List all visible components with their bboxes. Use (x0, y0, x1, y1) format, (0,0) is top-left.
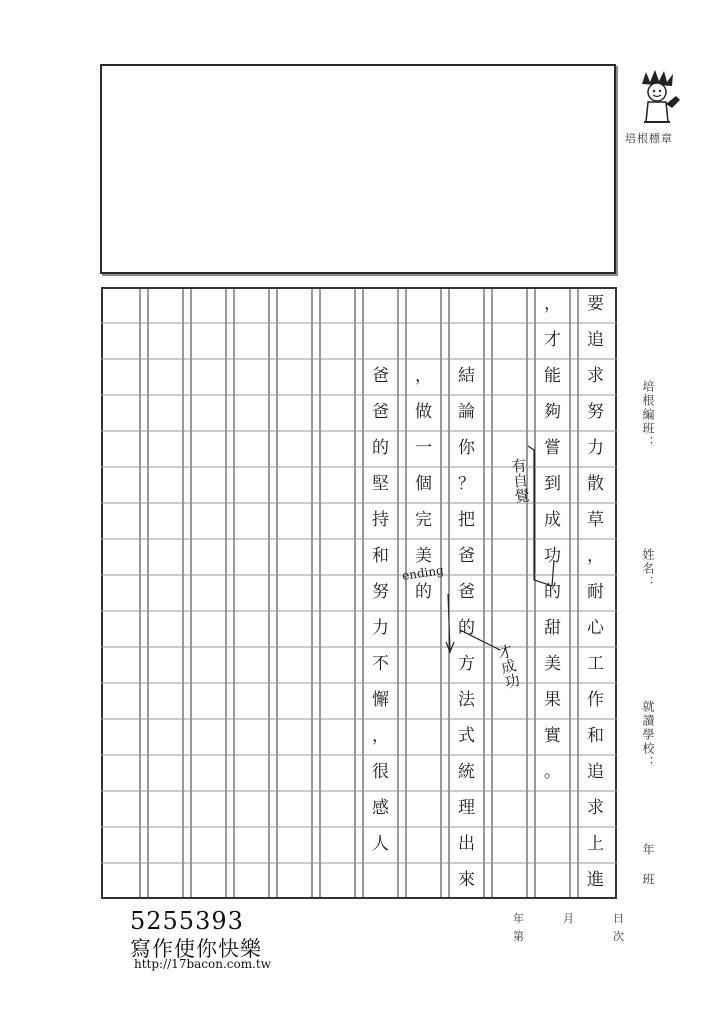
essay-char: 的 (544, 582, 561, 602)
essay-char: 做 (415, 402, 432, 422)
essay-char: 堅 (372, 474, 389, 494)
essay-char: 草 (587, 510, 604, 530)
essay-char: 不 (372, 654, 389, 674)
essay-char: 統 (458, 762, 475, 782)
essay-char: 和 (587, 726, 604, 746)
essay-char: 進 (587, 870, 604, 890)
label-class: 培根編班： (641, 380, 655, 450)
essay-char: 追 (587, 762, 604, 782)
essay-char: 工 (587, 654, 604, 674)
label-bottom-no: 第 (513, 930, 524, 943)
label-school: 就讀學校： (641, 700, 655, 770)
bacon-mascot-icon (630, 66, 686, 128)
essay-char: 的 (415, 582, 432, 602)
essay-char: 求 (587, 798, 604, 818)
margin-note-ending: ending (401, 563, 445, 583)
essay-char: 的 (372, 438, 389, 458)
essay-char: 法 (458, 690, 475, 710)
label-bottom-year: 年 (513, 912, 524, 925)
footer-url: http://17bacon.com.tw (134, 957, 272, 971)
essay-char: 持 (372, 510, 389, 530)
essay-char: 和 (372, 546, 389, 566)
label-grade: 班 (641, 873, 655, 887)
essay-char: 甜 (544, 618, 561, 638)
margin-note-self-aware: 有自覺 (508, 457, 532, 504)
essay-char: 很 (372, 762, 389, 782)
essay-char: ， (544, 294, 561, 314)
label-bottom-month: 月 (563, 912, 574, 925)
essay-char: 果 (544, 690, 561, 710)
essay-char: 力 (587, 438, 604, 458)
essay-char: 美 (544, 654, 561, 674)
teacher-comment-box (100, 64, 616, 274)
essay-char: 出 (458, 834, 475, 854)
correction-arrow (440, 590, 510, 660)
essay-char: ， (415, 366, 432, 386)
essay-char: 美 (415, 546, 432, 566)
essay-char: 功 (544, 546, 561, 566)
essay-char: 。 (544, 762, 561, 782)
essay-char: 論 (458, 402, 475, 422)
essay-char: 實 (544, 726, 561, 746)
essay-char: 夠 (544, 402, 561, 422)
essay-char: 散 (587, 474, 604, 494)
essay-char: 作 (587, 690, 604, 710)
essay-char: 努 (587, 402, 604, 422)
essay-char: ， (587, 546, 604, 566)
footer-slogan: 寫作使你快樂 (130, 937, 262, 961)
essay-char: 來 (458, 870, 475, 890)
stamp-label: 培根標章 (625, 132, 673, 145)
essay-char: 個 (415, 474, 432, 494)
essay-char: 上 (587, 834, 604, 854)
essay-char: 把 (458, 510, 475, 530)
label-year: 年 (641, 843, 655, 857)
essay-char: 理 (458, 798, 475, 818)
essay-char: 一 (415, 438, 432, 458)
essay-char: 爸 (372, 402, 389, 422)
footer-number: 5255393 (130, 907, 244, 935)
essay-char: 努 (372, 582, 389, 602)
essay-char: 懈 (372, 690, 389, 710)
essay-char: 方 (458, 654, 475, 674)
essay-char: 力 (372, 618, 389, 638)
essay-char: 完 (415, 510, 432, 530)
essay-char: 結 (458, 366, 475, 386)
essay-char: 爸 (458, 546, 475, 566)
essay-char: ， (372, 726, 389, 746)
essay-char: 到 (544, 474, 561, 494)
essay-char: 的 (458, 618, 475, 638)
margin-note-success: 才成功 (493, 642, 523, 691)
essay-char: ？ (458, 474, 475, 494)
essay-char: 求 (587, 366, 604, 386)
label-bottom-day: 日 (613, 912, 624, 925)
essay-char: 感 (372, 798, 389, 818)
essay-char: 爸 (372, 366, 389, 386)
essay-char: 嘗 (544, 438, 561, 458)
essay-char: 要 (587, 294, 604, 314)
essay-char: 追 (587, 330, 604, 350)
essay-char: 耐 (587, 582, 604, 602)
essay-char: 人 (372, 834, 389, 854)
essay-char: 爸 (458, 582, 475, 602)
label-bottom-times: 次 (613, 930, 624, 943)
correction-bracket (520, 440, 560, 590)
essay-char: 心 (587, 618, 604, 638)
label-name: 姓名： (641, 548, 655, 590)
essay-char: 能 (544, 366, 561, 386)
essay-char: 成 (544, 510, 561, 530)
essay-char: 你 (458, 438, 475, 458)
essay-char: 才 (544, 330, 561, 350)
essay-char: 式 (458, 726, 475, 746)
